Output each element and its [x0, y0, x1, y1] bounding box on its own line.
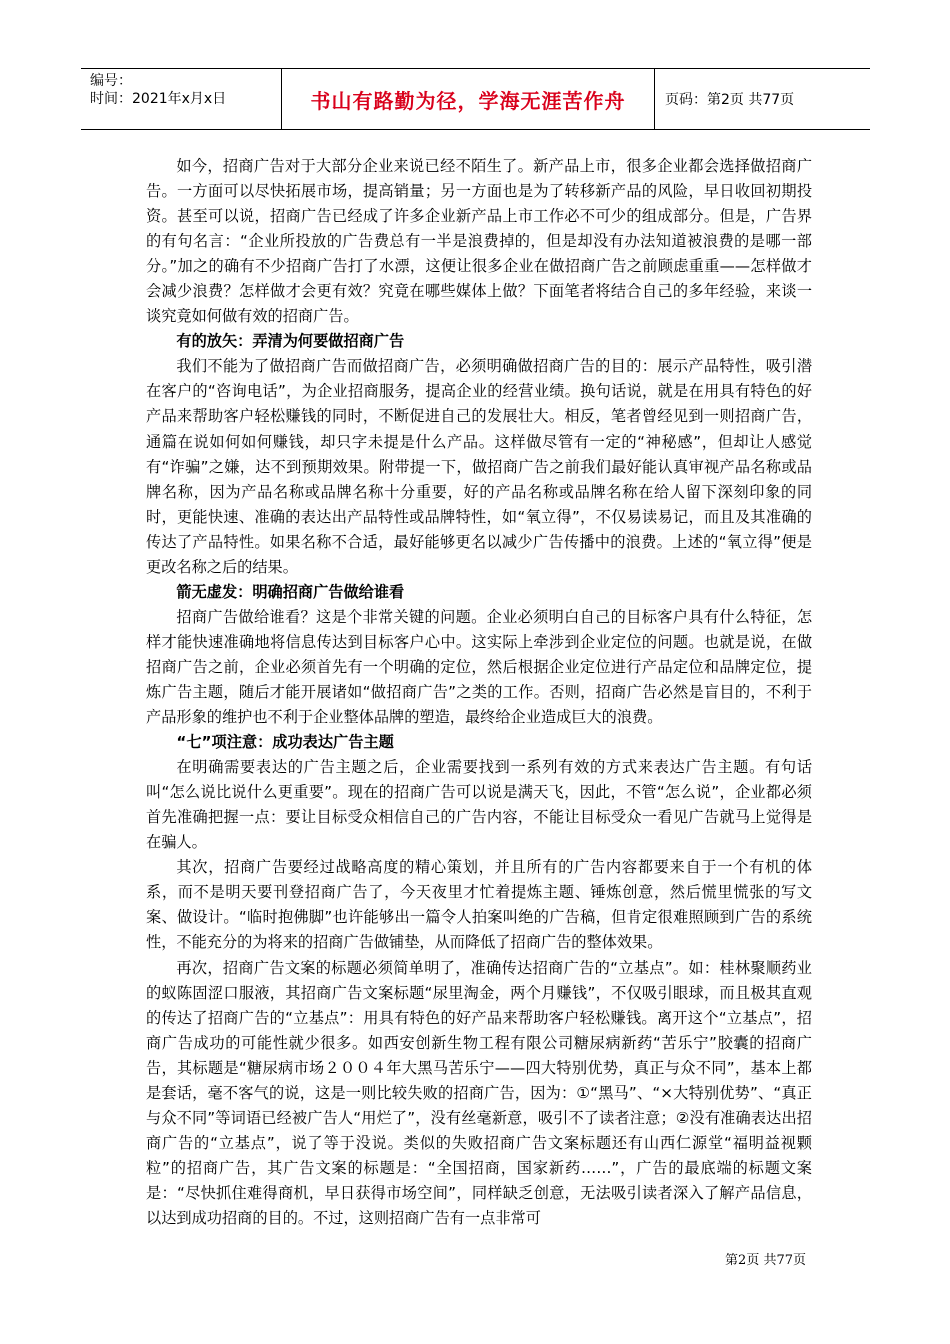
- section-heading: “七”项注意：成功表达广告主题: [176, 733, 394, 752]
- body-paragraph: 我们不能为了做招商广告而做招商广告，必须明确做招商广告的目的：展示产品特性，吸引潜在客户的“咨询电话”，为企业招商服务，提高企业的经营业绩。换句话说，就是在用具有特色的好产品来帮助客户轻松赚钱的同时，不断促进自己的发展壮大。相反，笔者曾经见到一则招商广告，通篇在说如何如何赚钱，却只字未提是什么产品。这样做尽管有一定的“神秘感”，但却让人感觉有“诈骗”之嫌，达不到预期效果。附带提一下，做招商广告之前我们最好能认真审视产品名称或品牌名称，因为产品名称或品牌名称十分重要，好的产品名称或品牌名称在给人留下深刻印象的同时，更能快速、准确的表达出产品特性或品牌特性，如“氧立得”，不仅易读易记，而且及其准确的传达了产品特性。如果名称不合适，最好能够更名以减少广告传播中的浪费。上述的“氧立得”便是更改名称之后的结果。: [146, 357, 812, 576]
- header-motto-cell: [281, 69, 655, 129]
- body-paragraph: 再次，招商广告文案的标题必须简单明了，准确传达招商广告的“立基点”。如：桂林聚顺药业的蚁陈固涩口服液，其招商广告文案标题“尿里淘金，两个月赚钱”，不仅吸引眼球，而且极其直观的传达了招商广告的“立基点”：用具有特色的好产品来帮助客户轻松赚钱。离开这个“立基点”，招商广告成功的可能性就少很多。如西安创新生物工程有限公司糖尿病新药“苦乐宁”胶囊的招商广告，其标题是“糖尿病市场２００４年大黑马苦乐宁——四大特别优势，真正与众不同”，基本上都是套话，毫不客气的说，这是一则比较失败的招商广告，因为：①“黑马”、“×大特别优势”、“真正与众不同”等词语已经被广告人“用烂了”，没有丝毫新意，吸引不了读者注意；②没有准确表达出招商广告的“立基点”，说了等于没说。类似的失败招商广告文案标题还有山西仁源堂“福明益视颗粒”的招商广告，其广告文案的标题是：“全国招商，国家新药……”，广告的最底端的标题文案是：“尽快抓住难得商机，早日获得市场空间”，同样缺乏创意，无法吸引读者深入了解产品信息，以达到成功招商的目的。不过，这则招商广告有一点非常可: [146, 958, 812, 1227]
- page-header: [81, 68, 870, 130]
- document-number-label: 编号：: [90, 73, 132, 89]
- body-paragraph: 其次，招商广告要经过战略高度的精心策划，并且所有的广告内容都要来自于一个有机的体系，而不是明天要刊登招商广告了，今天夜里才忙着提炼主题、锤炼创意，然后慌里慌张的写文案、做设计。“临时抱佛脚”也许能够出一篇令人拍案叫绝的广告稿，但肯定很难照顾到广告的系统性，不能充分的为将来的招商广告做铺垫，从而降低了招商广告的整体效果。: [146, 858, 812, 952]
- body-paragraph: 在明确需要表达的广告主题之后，企业需要找到一系列有效的方式来表达广告主题。有句话叫“怎么说比说什么更重要”。现在的招商广告可以说是满天飞，因此，不管“怎么说”，企业都必须首先准确把握一点：要让目标受众相信自己的广告内容，不能让目标受众一看见广告就马上觉得是在骗人。: [146, 758, 812, 852]
- page-footer: 第2页 共77页: [725, 1253, 806, 1268]
- header-meta: [81, 69, 281, 129]
- body-paragraph: 招商广告做给谁看？这是个非常关键的问题。企业必须明白自己的目标客户具有什么特征，怎样才能快速准确地将信息传达到目标客户心中。这实际上牵涉到企业定位的问题。也就是说，在做招商广告之前，企业必须首先有一个明确的定位，然后根据企业定位进行产品定位和品牌定位，提炼广告主题，随后才能开展诸如“做招商广告”之类的工作。否则，招商广告必然是盲目的，不利于产品形象的维护也不利于企业整体品牌的塑造，最终给企业造成巨大的浪费。: [146, 607, 812, 727]
- header-motto: 书山有路勤为径，学海无涯苦作舟: [310, 88, 626, 113]
- header-page-code: 页码：第2页 共77页: [665, 92, 795, 108]
- body-paragraph: 如今，招商广告对于大部分企业来说已经不陌生了。新产品上市，很多企业都会选择做招商广告。一方面可以尽快拓展市场，提高销量；另一方面也是为了转移新产品的风险，早日收回初期投资。甚至可以说，招商广告已经成了许多企业新产品上市工作必不可少的组成部分。但是，广告界的有句名言：“企业所投放的广告费总有一半是浪费掉的，但是却没有办法知道被浪费的是哪一部分。”加之的确有不少招商广告打了水漂，这便让很多企业在做招商广告之前顾虑重重——怎样做才会减少浪费？怎样做才会更有效？究竟在哪些媒体上做？下面笔者将结合自己的多年经验，来谈一谈究竟如何做有效的招商广告。: [146, 157, 812, 326]
- document-body: [146, 154, 812, 1231]
- section-heading: 箭无虚发：明确招商广告做给谁看: [176, 582, 405, 601]
- document-date: 时间：2021年x月x日: [90, 91, 227, 107]
- section-heading: 有的放矢：弄清为何要做招商广告: [176, 332, 405, 351]
